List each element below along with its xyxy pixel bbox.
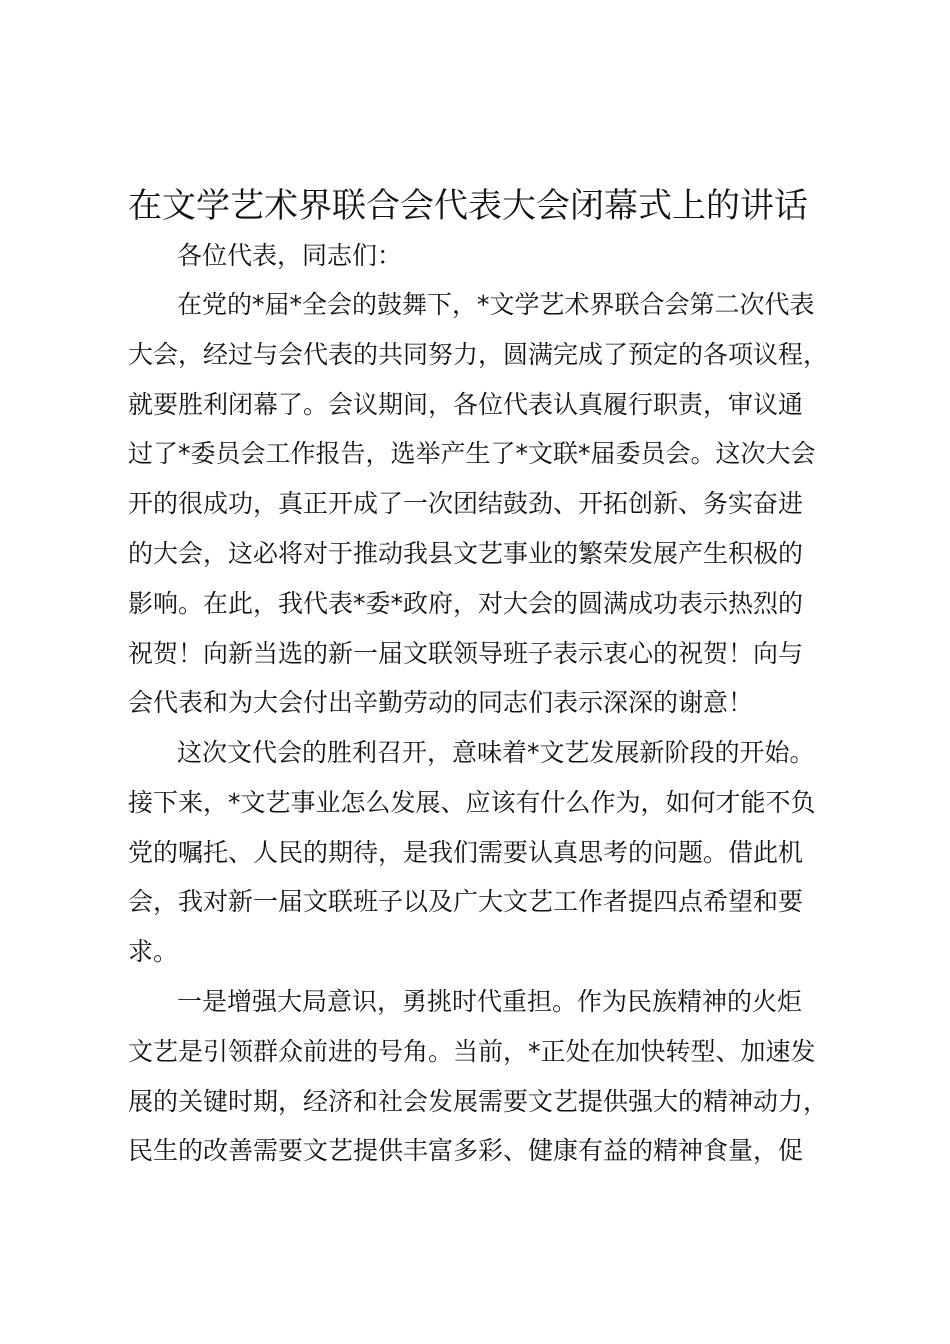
body-line: 影响。在此，我代表*委*政府，对大会的圆满成功表示热烈的 <box>128 589 804 618</box>
body-line: 的大会，这必将对于推动我县文艺事业的繁荣发展产生积极的 <box>128 539 804 568</box>
document-title: 在文学艺术界联合会代表大会闭幕式上的讲话 <box>128 186 808 226</box>
body-line: 大会，经过与会代表的共同努力，圆满完成了预定的各项议程， <box>128 340 829 369</box>
body-line: 开的很成功，真正开成了一次团结鼓劲、开拓创新、务实奋进 <box>128 489 804 518</box>
body-line: 接下来，*文艺事业怎么发展、应该有什么作为，如何才能不负 <box>128 788 816 817</box>
salutation-line: 各位代表，同志们： <box>177 241 403 270</box>
body-line: 这次文代会的胜利召开，意味着*文艺发展新阶段的开始。 <box>177 738 815 767</box>
body-line: 在党的*届*全会的鼓舞下，*文学艺术界联合会第二次代表 <box>177 290 815 319</box>
body-line: 党的嘱托、人民的期待，是我们需要认真思考的问题。借此机 <box>128 838 804 867</box>
body-line: 民生的改善需要文艺提供丰富多彩、健康有益的精神食量，促 <box>128 1136 804 1165</box>
body-line: 过了*委员会工作报告，选举产生了*文联*届委员会。这次大会 <box>128 439 816 468</box>
body-line: 就要胜利闭幕了。会议期间，各位代表认真履行职责，审议通 <box>128 390 804 419</box>
body-line: 求。 <box>128 937 179 966</box>
body-line: 会代表和为大会付出辛勤劳动的同志们表示深深的谢意！ <box>128 688 754 717</box>
body-line: 文艺是引领群众前进的号角。当前，*正处在加快转型、加速发 <box>128 1037 816 1066</box>
body-line: 祝贺！向新当选的新一届文联领导班子表示衷心的祝贺！向与 <box>128 639 804 668</box>
body-line: 会，我对新一届文联班子以及广大文艺工作者提四点希望和要 <box>128 887 804 916</box>
body-line: 展的关键时期，经济和社会发展需要文艺提供强大的精神动力， <box>128 1087 829 1116</box>
body-line: 一是增强大局意识，勇挑时代重担。作为民族精神的火炬 <box>177 987 803 1016</box>
